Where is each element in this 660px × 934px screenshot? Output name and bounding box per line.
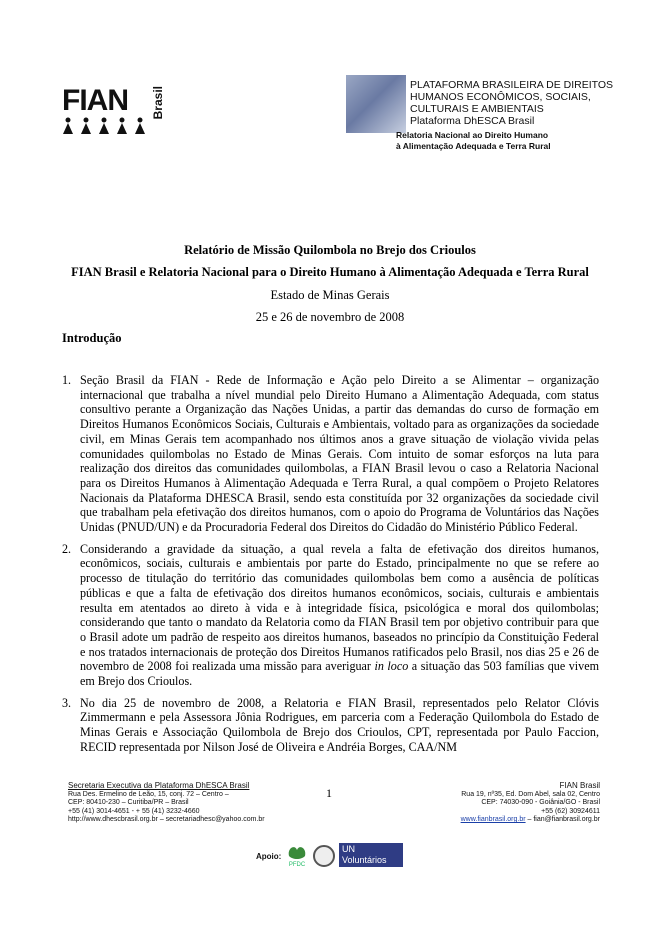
document-subtitle: FIAN Brasil e Relatoria Nacional para o Direito Humano à Alimentação Adequada e Terra Rural [71,265,589,279]
section-heading: Introdução [62,331,122,345]
fian-logo-country: Brasil [151,86,165,120]
fian-logo [58,80,168,136]
footer-left-line: +55 (41) 3014-4651 - + 55 (41) 3232-4660 [68,807,200,815]
footer-left-line: CEP: 80410-230 – Curitiba/PR – Brasil [68,799,189,807]
page-number: 1 [326,786,332,800]
footer-left-heading: Secretaria Executiva da Plataforma DhESCA Brasil [68,781,250,790]
plataforma-line: Plataforma DhESCA Brasil [410,115,535,127]
footer-right-line: Rua 19, nº35, Ed. Dom Abel, sala 02, Centro [461,790,600,798]
un-emblem-icon [313,845,335,867]
relatoria-line: Relatoria Nacional ao Direito Humano [396,130,549,140]
document-date: 25 e 26 de novembro de 2008 [255,310,405,324]
paragraph-number: 2. [62,541,72,556]
list-item [62,542,599,689]
paragraph-italic: in loco [374,659,409,674]
plataforma-map-logo [346,75,406,133]
footer-secretaria [68,782,288,825]
footer-right-heading: FIAN Brasil [559,781,600,790]
plataforma-line: CULTURAIS E AMBIENTAIS [410,103,544,115]
fian-people-icon [60,117,150,135]
pfdc-logo-icon [283,842,311,868]
list-item [62,373,599,535]
fian-email: – fian@fianbrasil.org.br [525,816,600,824]
plataforma-name [410,79,613,127]
relatoria-line: à Alimentação Adequada e Terra Rural [396,141,551,151]
document-title: Relatório de Missão Quilombola no Brejo dos Crioulos [184,243,476,257]
apoio-label: Apoio: [256,852,282,861]
un-box-line: Voluntários [342,855,387,865]
list-item [62,696,599,755]
pfdc-label: PFDC [288,862,306,868]
relatoria-name [396,130,551,152]
plataforma-line: PLATAFORMA BRASILEIRA DE DIREITOS [410,79,614,91]
fian-website-link[interactable]: www.fianbrasil.org.br [460,816,526,824]
footer-right-line: +55 (62) 30924611 [541,807,600,815]
footer-left-line: http://www.dhescbrasil.org.br – secretariadhesc@yahoo.com.br [68,816,265,824]
paragraph-list [62,373,599,762]
paragraph-text: Considerando a gravidade da situação, a qual revela a falta de efetivação dos direitos humanos, econômicos, sociais, culturais e ambientais por parte do Estado, principalmente no que se refere ao processo de titulação do território das comunidades quilombolas bem como a ausência de políticas públicas e que a falta de efetivação dos direitos humanos econômicos, sociais, culturais e ambientais resulta em atentados ao direto à vida e à integridade física, psicológica e moral dos quilombolas; considerando que tanto o mandato da Relatoria como da FIAN Brasil tem por objetivo contribuir para que o Brasil adote um padrão de respeito aos direitos humanos, baseados no princípio da Constituição Federal e nos tratados internacionais de proteção dos Direitos Humanos ratificados pelo Brasil, nos dias 25 e 26 de novembro de 2008 foi realizada uma missão para averiguar [80,541,599,674]
footer-right-contact [370,816,600,825]
plataforma-line: HUMANOS ECONÔMICOS, SOCIAIS, [410,91,591,103]
fian-logo-word: FIAN [62,84,128,117]
paragraph-text: a situação das 503 famílias que vivem em Brejo dos Crioulos. [80,659,599,689]
footer-right-line: CEP: 74030-090 - Goiânia/GO - Brasil [481,799,600,807]
paragraph-text: Seção Brasil da FIAN - Rede de Informação e Ação pelo Direito a se Alimentar – organização internacional que trabalha a nível mundial pelo Direito Humano a Alimentação Adequada, com status consultivo perante a Organização das Nações Unidas, a partir das demandas do curso de formação em Direitos Humanos Econômicos Sociais, Culturais e Ambientais, voltado para as organizações da sociedade civil, em Minas Gerais tem acompanhado nos últimos anos a grave situação de violação vivida pelas comunidades quilombolas no Estado de Minas Gerais. Com intuito de somar esforços na luta para realização dos direitos das comunidades quilombolas, a FIAN Brasil levou o caso a Relatoria Nacional para os Direitos Humanos à Alimentação Adequada e Terra Rural, a qual compõem o Projeto Relatores Nacionais da Plataforma DHESCA Brasil, sendo esta constituída por 32 organizações da sociedade civil que trabalham pela efetivação dos direitos humanos, com o apoio do Programa de Voluntários das Nações Unidas (PNUD/UN) e da Procuradoria Federal dos Direitos do Cidadão do Ministério Público Federal. [80,373,599,535]
paragraph-number: 3. [62,695,72,710]
footer-left-line: Rua Des. Ermelino de Leão, 15, conj. 72 – Centro – [68,790,229,798]
document-state: Estado de Minas Gerais [270,288,390,302]
un-box-line: UN [342,844,355,854]
paragraph-text: No dia 25 de novembro de 2008, a Relatoria e FIAN Brasil, representados pelo Relator Clóvis Zimmermann e pela Assessora Jônia Rodrigues, em parceria com a Federação Quilombola do Estado de Minas Gerais e Associação Quilombola de Brejo dos Crioulos, CPT, representada por Paulo Faccion, RECID representada por Nilson José de Oliveira e Andréia Borges, CAA/NM [80,695,599,754]
footer-fian [370,782,600,825]
paragraph-number: 1. [62,373,72,387]
un-volunteers-logo [339,843,403,867]
